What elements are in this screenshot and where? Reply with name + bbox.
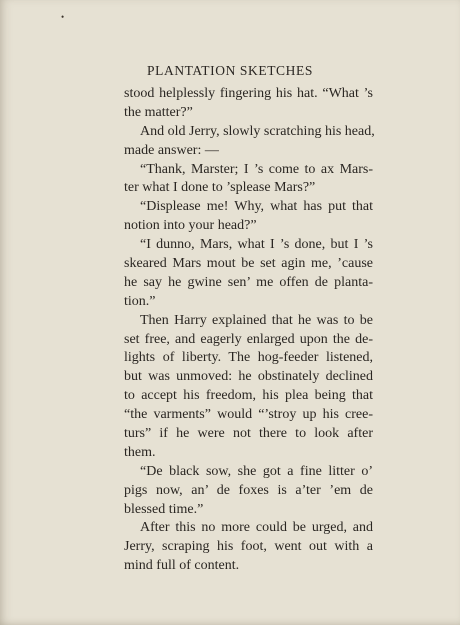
text-line: he say he gwine sen’ me offen de planta-: [124, 274, 373, 290]
text-line: them.: [124, 444, 156, 460]
text-line: made answer: —: [124, 142, 219, 158]
text-line: skeared Mars mout be set agin me, ’cause: [124, 256, 373, 272]
text-line: stood helplessly fingering his hat. “What ’s: [124, 86, 373, 101]
text-line: tion.”: [124, 293, 156, 309]
paragraph-start-line: And old Jerry, slowly scratching his head,: [140, 123, 375, 139]
text-line: ter what I done to ’splease Mars?”: [124, 180, 316, 196]
paragraph-start-line: “Displease me! Why, what has put that: [140, 199, 373, 215]
running-head: PLANTATION SKETCHES: [147, 63, 313, 78]
text-line: turs” if he were not there to look after: [124, 426, 373, 442]
text-line: lights of liberty. The hog-feeder listened,: [124, 350, 373, 366]
text-line: “the varments” would “’stroy up his cree-: [124, 407, 373, 423]
text-line: to accept his freedom, his plea being that: [124, 388, 373, 404]
text-line: blessed time.”: [124, 501, 204, 517]
text-line: mind full of content.: [124, 558, 240, 574]
paragraph-start-line: “Thank, Marster; I ’s come to ax Mars-: [140, 161, 373, 177]
text-line: notion into your head?”: [124, 218, 257, 234]
text-line: but was unmoved: he obstinately declined: [124, 369, 373, 385]
paragraph-start-line: After this no more could be urged, and: [140, 520, 373, 536]
paragraph-start-line: Then Harry explained that he was to be: [140, 312, 373, 328]
paragraph-start-line: “De black sow, she got a fine litter o’: [140, 463, 373, 479]
text-line: pigs now, an’ de foxes is a’ter ’em de: [124, 482, 373, 498]
text-line: set free, and eagerly enlarged upon the de-: [124, 331, 373, 347]
paragraph-start-line: “I dunno, Mars, what I ’s done, but I ’s: [140, 237, 373, 253]
text-line: the matter?”: [124, 104, 193, 120]
page-mark: •: [61, 12, 65, 22]
text-line: Jerry, scraping his foot, went out with a: [124, 539, 373, 555]
body-text: [124, 85, 373, 576]
